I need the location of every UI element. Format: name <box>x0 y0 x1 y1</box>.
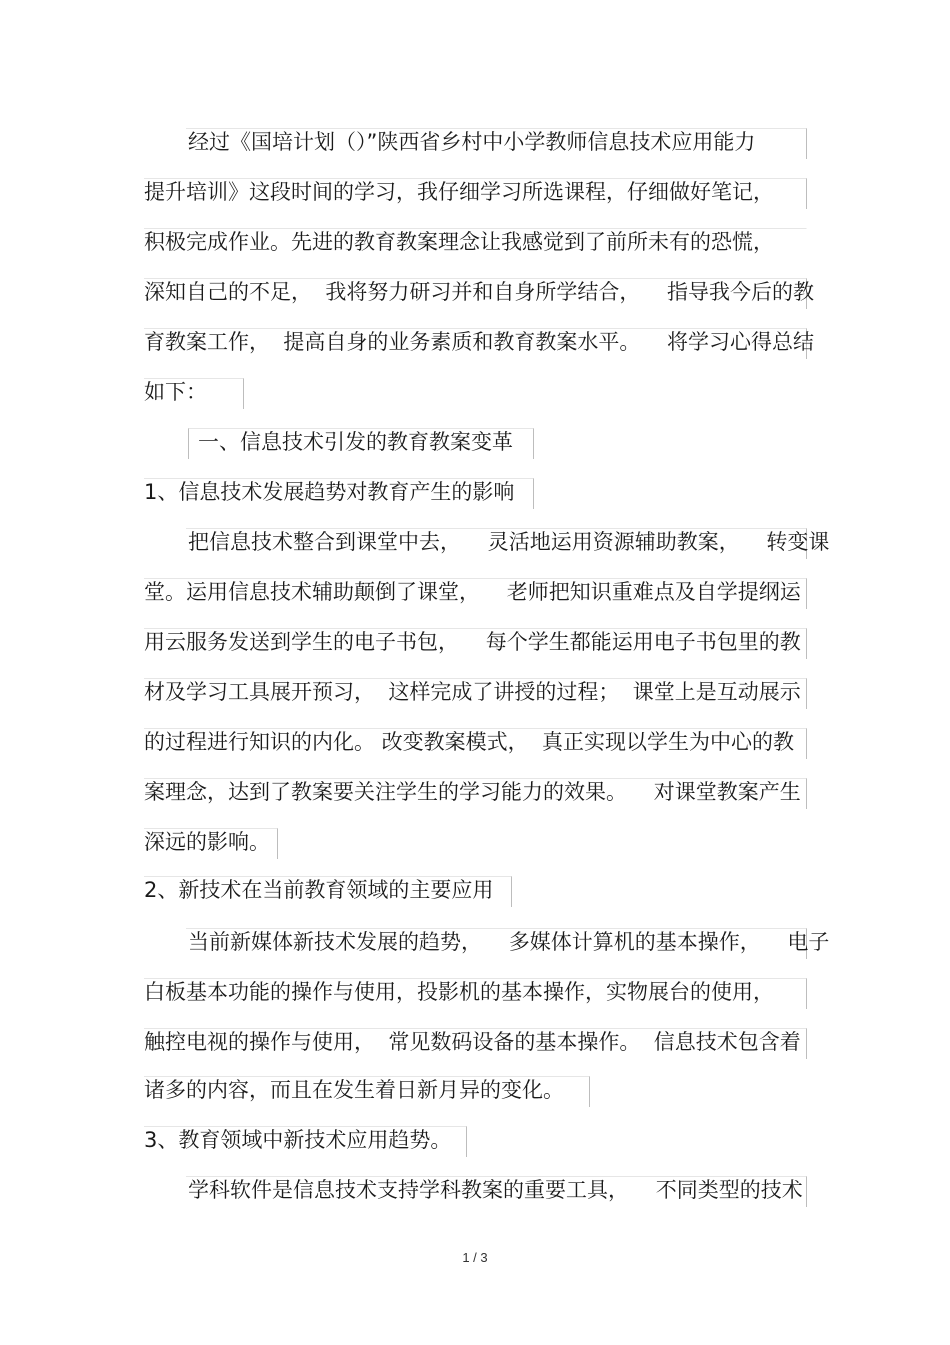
subsection-heading: 3、教育领域中新技术应用趋势。 <box>144 1128 452 1152</box>
paragraph-line: 深远的影响。 <box>144 830 270 854</box>
paragraph-line: 诸多的内容，而且在发生着日新月异的变化。 <box>144 1078 564 1102</box>
subsection-heading: 1、信息技术发展趋势对教育产生的影响 <box>144 480 515 504</box>
paragraph-line: 材及学习工具展开预习， 这样完成了讲授的过程； 课堂上是互动展示 <box>144 680 801 704</box>
paragraph-line: 学科软件是信息技术支持学科教案的重要工具， 不同类型的技术 <box>188 1178 803 1202</box>
paragraph-line: 案理念，达到了教案要关注学生的学习能力的效果。 对课堂教案产生 <box>144 780 801 804</box>
paragraph-line: 堂。运用信息技术辅助颠倒了课堂， 老师把知识重难点及自学提纲运 <box>144 580 801 604</box>
paragraph-line: 触控电视的操作与使用， 常见数码设备的基本操作。 信息技术包含着 <box>144 1030 801 1054</box>
paragraph-line: 积极完成作业。先进的教育教案理念让我感觉到了前所未有的恐慌， <box>144 230 774 254</box>
paragraph-line: 育教案工作， 提高自身的业务素质和教育教案水平。 将学习心得总结 <box>144 330 815 354</box>
page-indicator: 1 / 3 <box>462 1250 488 1265</box>
paragraph-line: 当前新媒体新技术发展的趋势， 多媒体计算机的基本操作， 电子 <box>188 930 830 954</box>
paragraph-line: 用云服务发送到学生的电子书包， 每个学生都能运用电子书包里的教 <box>144 630 801 654</box>
paragraph-line: 白板基本功能的操作与使用，投影机的基本操作，实物展台的使用， <box>144 980 774 1004</box>
paragraph-line: 深知自己的不足， 我将努力研习并和自身所学结合， 指导我今后的教 <box>144 280 815 304</box>
paragraph-line: 的过程进行知识的内化。 改变教案模式， 真正实现以学生为中心的教 <box>144 730 795 754</box>
section-heading: 一、信息技术引发的教育教案变革 <box>198 430 513 454</box>
paragraph-line: 经过《国培计划（）”陕西省乡村中小学教师信息技术应用能力 <box>188 130 756 154</box>
paragraph-line: 提升培训》这段时间的学习，我仔细学习所选课程，仔细做好笔记， <box>144 180 774 204</box>
paragraph-line: 把信息技术整合到课堂中去， 灵活地运用资源辅助教案， 转变课 <box>188 530 830 554</box>
subsection-heading: 2、新技术在当前教育领域的主要应用 <box>144 878 494 902</box>
paragraph-line: 如下： <box>144 380 207 404</box>
